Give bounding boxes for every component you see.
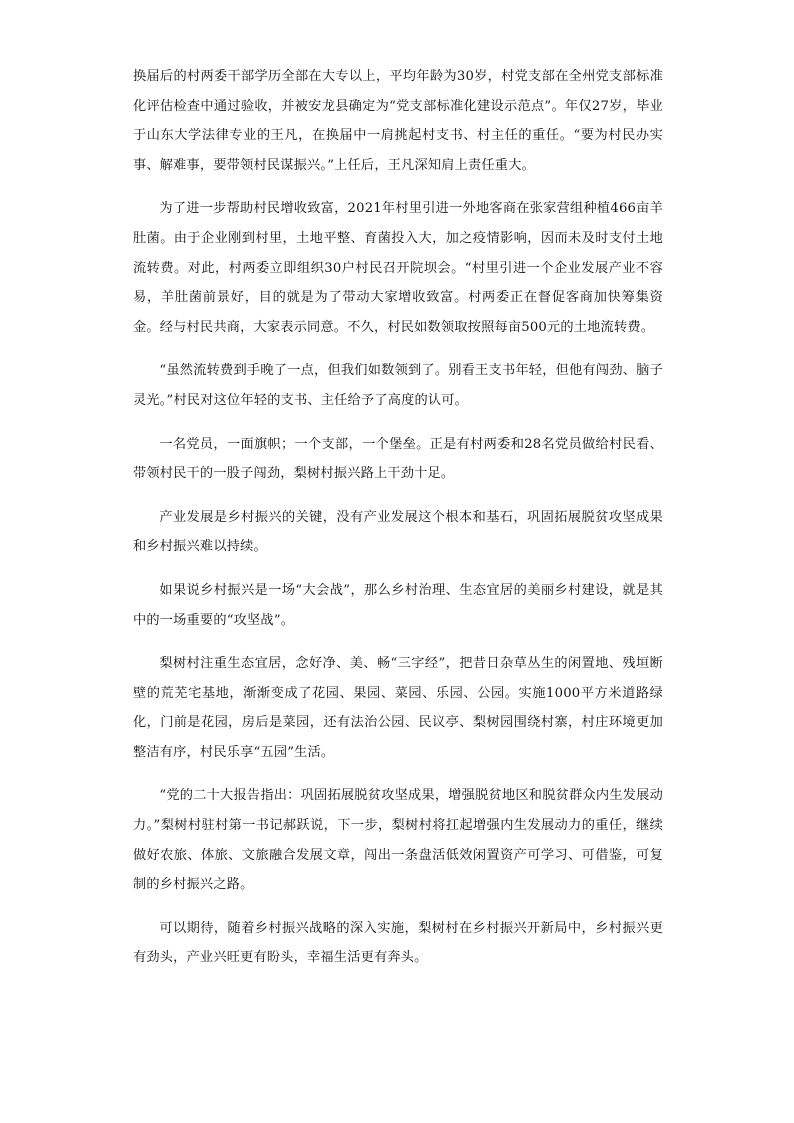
- paragraph-7: 梨树村注重生态宜居，念好净、美、畅“三字经”，把昔日杂草丛生的闲置地、残垣断壁的荒芜宅基地，渐渐变成了花园、果园、菜园、乐园、公园。实施1000平方米道路绿化，门前是花园，房后是菜园，还有法治公园、民议亭、梨树园围绕村寨，村庄环境更加整洁有序，村民乐享“五园”生活。: [133, 656, 663, 760]
- paragraph-6: 如果说乡村振兴是一场“大会战”，那么乡村治理、生态宜居的美丽乡村建设，就是其中的一场重要的“攻坚战”。: [133, 582, 663, 628]
- paragraph-5: 产业发展是乡村振兴的关键，没有产业发展这个根本和基石，巩固拓展脱贫攻坚成果和乡村振兴难以持续。: [133, 509, 663, 555]
- document-page: [133, 62, 663, 973]
- paragraph-3: “虽然流转费到手晚了一点，但我们如数领到了。别看王支书年轻，但他有闯劲、脑子灵光。”村民对这位年轻的支书、主任给予了高度的认可。: [133, 363, 663, 408]
- paragraph-1: 换届后的村两委干部学历全部在大专以上，平均年龄为30岁，村党支部在全州党支部标准化评估检查中通过验收，并被安龙县确定为“党支部标准化建设示范点”。年仅27岁，毕业于山东大学法律专业的王凡，在换届中一肩挑起村支书、村主任的重任。“要为村民办实事、解难事，要带领村民谋振兴。”上任后，王凡深知肩上责任重大。: [133, 69, 663, 173]
- paragraph-8: “党的二十大报告指出：巩固拓展脱贫攻坚成果，增强脱贫地区和脱贫群众内生发展动力。”梨树村驻村第一书记郝跃说，下一步，梨树村将扛起增强内生发展动力的重任，继续做好农旅、体旅、文旅融合发展文章，闯出一条盘活低效闲置资产可学习、可借鉴，可复制的乡村振兴之路。: [133, 788, 663, 893]
- paragraph-2: 为了进一步帮助村民增收致富，2021年村里引进一外地客商在张家营组种植466亩羊肚菌。由于企业刚到村里，土地平整、育菌投入大，加之疫情影响，因而未及时支付土地流转费。对此，村两委立即组织30户村民召开院坝会。“村里引进一个企业发展产业不容易，羊肚菌前景好，目的就是为了带动大家增收致富。村两委正在督促客商加快筹集资金。经与村民共商，大家表示同意。不久，村民如数领取按照每亩500元的土地流转费。: [133, 201, 663, 335]
- paragraph-4: 一名党员，一面旗帜；一个支部，一个堡垒。正是有村两委和28名党员做给村民看、带领村民干的一股子闯劲，梨树村振兴路上干劲十足。: [133, 436, 663, 482]
- paragraph-9: 可以期待，随着乡村振兴战略的深入实施，梨树村在乡村振兴开新局中，乡村振兴更有劲头，产业兴旺更有盼头，幸福生活更有奔头。: [133, 920, 663, 966]
